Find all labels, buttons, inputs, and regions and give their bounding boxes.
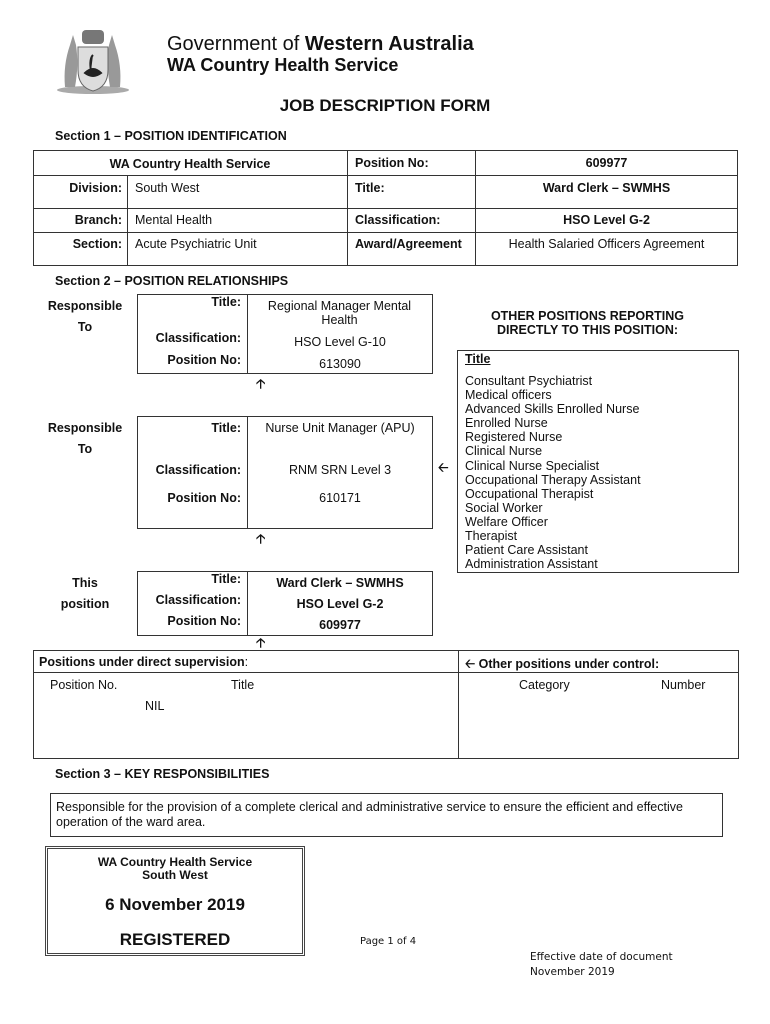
page-number: Page 1 of 4 bbox=[360, 936, 417, 947]
box1-classification: HSO Level G-10 bbox=[294, 335, 386, 349]
section-value: Acute Psychiatric Unit bbox=[135, 237, 257, 251]
box2-side-label-2: To bbox=[77, 442, 93, 456]
award-value: Health Salaried Officers Agreement bbox=[508, 237, 705, 251]
col-position-no: Position No. bbox=[50, 678, 118, 692]
box1-side-label-1: Responsible bbox=[47, 299, 123, 313]
box3-position-no-label: Position No: bbox=[167, 614, 241, 628]
supervision-heading bbox=[39, 655, 248, 669]
service-heading: WA Country Health Service bbox=[167, 55, 399, 75]
other-position-item: Occupational Therapist bbox=[465, 486, 594, 501]
other-position-item: Medical officers bbox=[465, 388, 552, 403]
section1-heading: Section 1 – POSITION IDENTIFICATION bbox=[55, 129, 287, 143]
responsibilities-box: Responsible for the provision of a complete clerical and administrative service to ensure the efficient and effective operation of the ward area. bbox=[50, 793, 723, 837]
other-position-item: Social Worker bbox=[465, 500, 543, 515]
classification-label: Classification: bbox=[355, 213, 441, 227]
box3-title: Ward Clerk – SWMHS bbox=[276, 576, 404, 590]
box2-title: Nurse Unit Manager (APU) bbox=[265, 421, 415, 435]
division-label: Division: bbox=[69, 181, 122, 195]
box3-side-label-2: position bbox=[60, 597, 110, 611]
form-title: JOB DESCRIPTION FORM bbox=[279, 96, 491, 115]
other-position-item: Patient Care Assistant bbox=[465, 543, 588, 558]
box1-position-no: 613090 bbox=[319, 357, 361, 371]
col-number: Number bbox=[661, 678, 706, 692]
box1-title-label: Title: bbox=[211, 295, 241, 309]
other-position-item: Welfare Officer bbox=[465, 514, 548, 529]
stamp-status: REGISTERED bbox=[119, 930, 231, 949]
other-positions-list bbox=[465, 374, 641, 571]
box1-side-label-2: To bbox=[77, 320, 93, 334]
other-position-item: Therapist bbox=[465, 529, 518, 544]
other-position-item: Clinical Nurse bbox=[465, 444, 543, 459]
branch-value: Mental Health bbox=[135, 213, 213, 227]
gov-prefix: Government of bbox=[167, 33, 305, 55]
box3-position-no: 609977 bbox=[319, 618, 361, 632]
box2-classification-label: Classification: bbox=[155, 463, 241, 477]
other-positions-heading: OTHER POSITIONS REPORTING DIRECTLY TO THIS POSITION: bbox=[490, 309, 685, 337]
box2-position-no-label: Position No: bbox=[167, 491, 241, 505]
section3-heading: Section 3 – KEY RESPONSIBILITIES bbox=[55, 767, 270, 781]
stamp-line1: WA Country Health Service bbox=[97, 855, 253, 869]
other-position-item: Consultant Psychiatrist bbox=[465, 374, 593, 388]
section2-heading: Section 2 – POSITION RELATIONSHIPS bbox=[55, 274, 289, 288]
gov-heading bbox=[167, 33, 474, 56]
stamp-line2: South West bbox=[142, 868, 208, 882]
other-position-item: Enrolled Nurse bbox=[465, 416, 548, 431]
arrow-up-icon: 🡡 bbox=[256, 376, 266, 391]
arrow-up-icon: 🡡 bbox=[256, 531, 266, 546]
box3-side-label-1: This bbox=[72, 576, 98, 590]
other-position-item: Clinical Nurse Specialist bbox=[465, 458, 600, 473]
effective-date: November 2019 bbox=[530, 966, 615, 978]
stamp-date: 6 November 2019 bbox=[105, 895, 245, 914]
box2-position-no: 610171 bbox=[319, 491, 361, 505]
box2-side-label-1: Responsible bbox=[47, 421, 123, 435]
col-category: Category bbox=[519, 678, 570, 692]
box3-classification-label: Classification: bbox=[155, 593, 241, 607]
position-no-value: 609977 bbox=[585, 156, 628, 170]
supervision-colon: : bbox=[244, 655, 249, 669]
other-position-item: Registered Nurse bbox=[465, 430, 563, 445]
award-label: Award/Agreement bbox=[355, 237, 462, 251]
box1-title: Regional Manager Mental Health bbox=[267, 299, 412, 327]
effective-date-label: Effective date of document bbox=[530, 951, 673, 963]
other-position-item: Occupational Therapy Assistant bbox=[465, 472, 641, 487]
org-name: WA Country Health Service bbox=[109, 157, 271, 171]
classification-value: HSO Level G-2 bbox=[563, 213, 650, 227]
other-position-item: Advanced Skills Enrolled Nurse bbox=[465, 402, 640, 417]
arrow-up-icon: 🡡 bbox=[256, 635, 266, 650]
box1-position-no-label: Position No: bbox=[167, 353, 241, 367]
box3-classification: HSO Level G-2 bbox=[296, 597, 384, 611]
other-positions-title-header: Title bbox=[465, 352, 491, 366]
control-heading-text: Other positions under control: bbox=[478, 657, 660, 671]
arrow-left-icon: 🡠 bbox=[465, 657, 479, 671]
other-position-item: Administration Assistant bbox=[465, 557, 598, 572]
gov-name: Western Australia bbox=[304, 33, 474, 55]
control-heading bbox=[465, 655, 659, 676]
supervision-value: NIL bbox=[145, 699, 165, 713]
supervision-heading-text: Positions under direct supervision bbox=[39, 655, 245, 669]
coat-of-arms-logo bbox=[55, 25, 130, 95]
box1-classification-label: Classification: bbox=[155, 331, 241, 345]
division-value: South West bbox=[135, 181, 200, 195]
box3-title-label: Title: bbox=[211, 572, 241, 586]
box2-classification: RNM SRN Level 3 bbox=[288, 463, 392, 477]
section-label: Section: bbox=[72, 237, 122, 251]
title-value: Ward Clerk – SWMHS bbox=[542, 181, 671, 195]
arrow-left-icon: 🡠 bbox=[438, 460, 449, 475]
box2-title-label: Title: bbox=[211, 421, 241, 435]
branch-label: Branch: bbox=[74, 213, 122, 227]
title-label: Title: bbox=[355, 181, 385, 195]
col-title: Title bbox=[231, 678, 255, 692]
position-no-label: Position No: bbox=[355, 156, 429, 170]
